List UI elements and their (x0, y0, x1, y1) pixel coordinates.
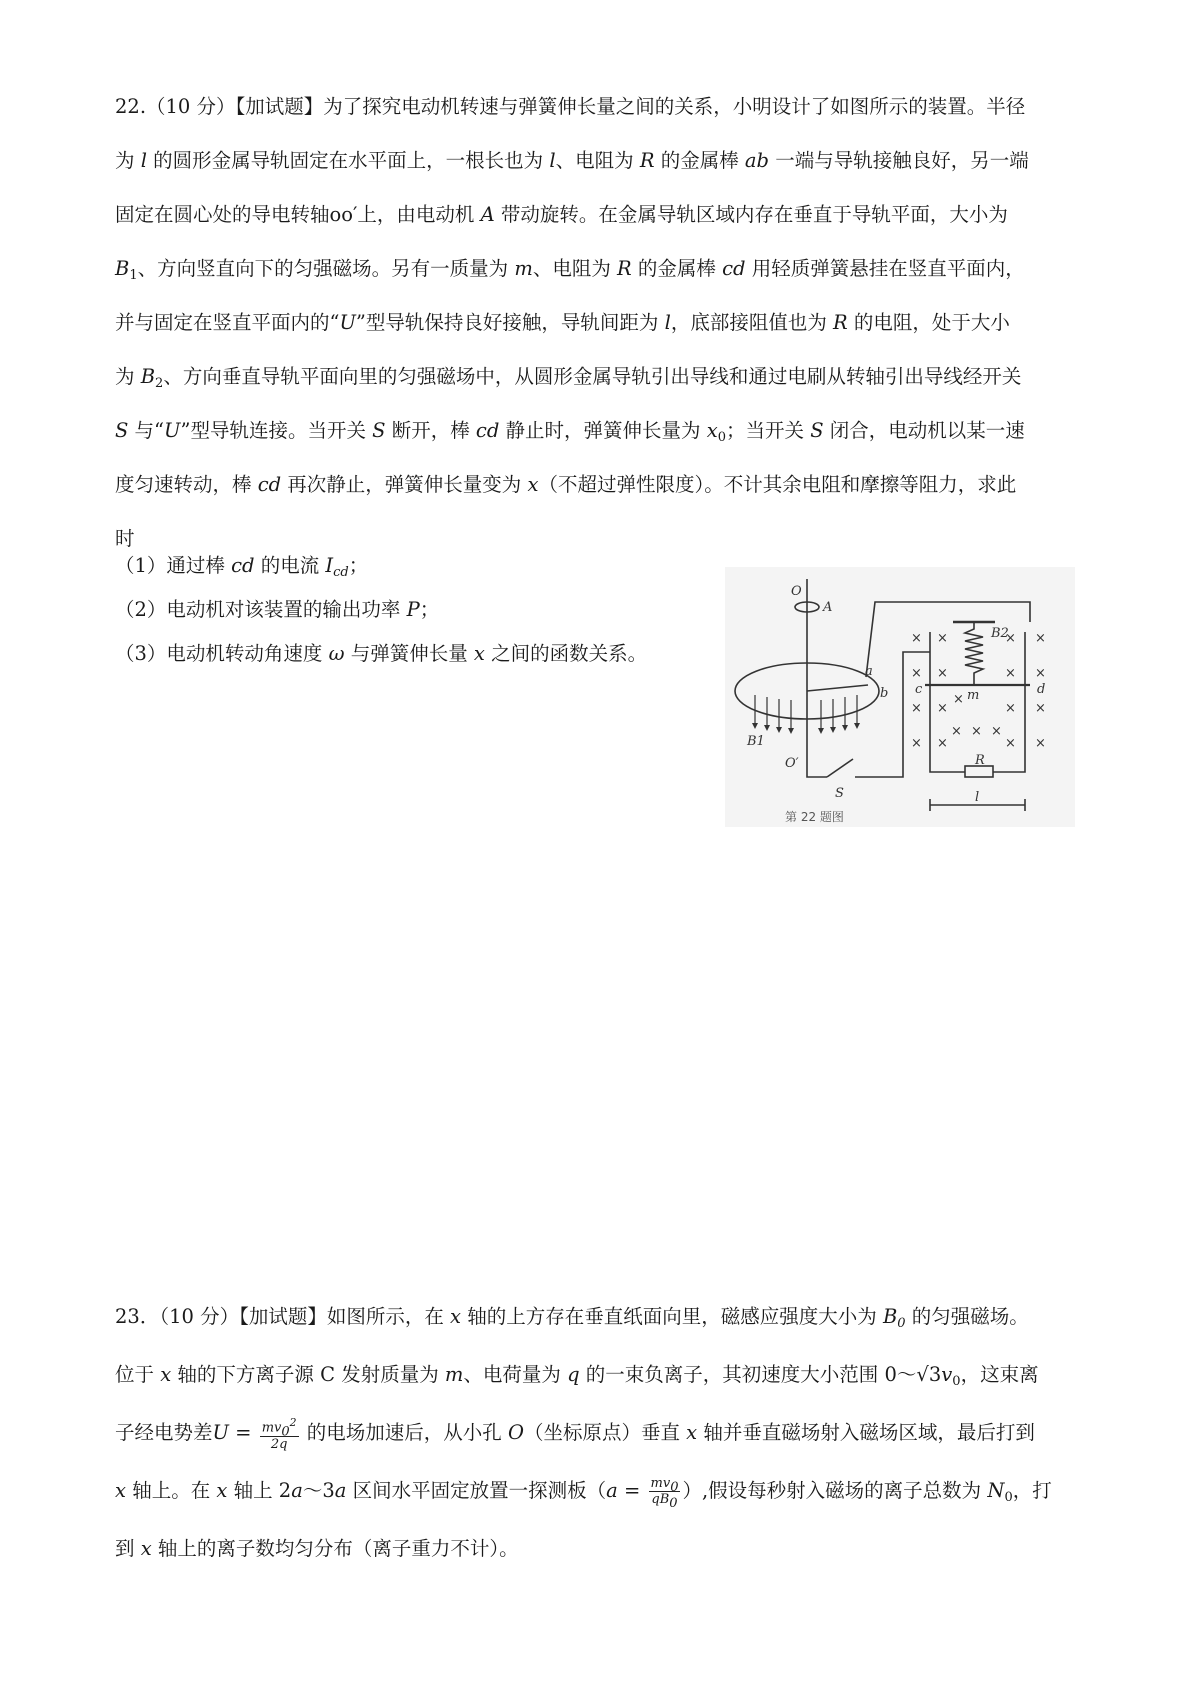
q22-sub2: （2）电动机对该装置的输出功率 P； (115, 598, 440, 621)
figure-caption: 第 22 题图 (785, 810, 844, 824)
svg-text:×: × (937, 736, 948, 751)
svg-text:×: × (1005, 631, 1016, 646)
svg-text:×: × (1005, 666, 1016, 681)
q22-sub1: （1）通过棒 cd 的电流 $I_{cd}$； (115, 554, 369, 580)
svg-text:×: × (1035, 631, 1046, 646)
rod-ab (807, 685, 868, 691)
label-r: R (975, 753, 985, 768)
q22-figure-apparatus (725, 567, 1075, 827)
svg-text:×: × (991, 724, 1002, 739)
q22-line: 22.（10 分）【加试题】为了探究电动机转速与弹簧伸长量之间的关系，小明设计了如图所示的装置。半径 (115, 95, 1026, 118)
label-o-prime: O′ (785, 756, 799, 771)
svg-text:×: × (1005, 736, 1016, 751)
q23-line: 到 x 轴上的离子数均匀分布（离子重力不计）。 (115, 1537, 519, 1560)
label-b-end: b (880, 686, 889, 701)
b1-arrowheads (752, 723, 860, 734)
svg-text:×: × (971, 724, 982, 739)
svg-text:×: × (1005, 701, 1016, 716)
q22-line: 为 $B_2$、方向垂直导轨平面向里的匀强磁场中，从圆形金属导轨引出导线和通过电刷从转轴引出导线经开关 (115, 365, 1022, 391)
spring (965, 622, 983, 685)
question-23 (115, 1288, 1090, 1578)
label-b2: B2 (991, 626, 1009, 641)
svg-text:×: × (951, 724, 962, 739)
q22-line: $B_1$、方向竖直向下的匀强磁场。另有一质量为 m、电阻为 R 的金属棒 cd 用轻质弹簧悬挂在竖直平面内， (115, 257, 1025, 283)
switch-s-blade (827, 759, 853, 777)
svg-text:×: × (911, 701, 922, 716)
label-b1: B1 (747, 734, 765, 749)
wire-axis-bottom (807, 745, 827, 777)
q22-line: S 与“U”型导轨连接。当开关 S 断开，棒 cd 静止时，弹簧伸长量为 $x_0$；当开关 S 闭合，电动机以某一速 (115, 419, 1025, 445)
q22-line: 固定在圆心处的导电转轴oo′上，由电动机 A 带动旋转。在金属导轨区域内存在垂直于导轨平面，大小为 (115, 203, 1008, 226)
q22-line: 为 l 的圆形金属导轨固定在水平面上，一根长也为 l、电阻为 R 的金属棒 ab 一端与导轨接触良好，另一端 (115, 149, 1029, 172)
svg-text:×: × (937, 631, 948, 646)
label-m: m (967, 688, 980, 703)
label-a: A (823, 600, 833, 615)
q23-line: x 轴上。在 x 轴上 2a～3a 区间水平固定放置一探测板（a = $\frac{mv_0}{qB_0}$ ）,假设每秒射入磁场的离子总数为 $N_0$，打 (115, 1476, 1052, 1511)
q23-line: 子经电势差U = $\frac{mv_0^2}{2q}$ 的电场加速后，从小孔 O（坐标原点）垂直 x 轴并垂直磁场射入磁场区域，最后打到 (115, 1416, 1035, 1452)
svg-text:×: × (937, 666, 948, 681)
q22-subquestions (115, 544, 647, 676)
svg-text:×: × (911, 736, 922, 751)
label-l: l (975, 790, 980, 805)
svg-text:×: × (1035, 666, 1046, 681)
svg-text:×: × (911, 631, 922, 646)
svg-text:×: × (953, 692, 964, 707)
label-o: O (791, 584, 802, 599)
q23-line: 23．（10 分）【加试题】如图所示，在 x 轴的上方存在垂直纸面向里，磁感应强度大小为 $B_0$ 的匀强磁场。 (115, 1305, 1029, 1331)
q22-line: 度匀速转动，棒 cd 再次静止，弹簧伸长量变为 x（不超过弹性限度）。不计其余电阻和摩擦等阻力，求此 (115, 473, 1017, 496)
q22-sub3: （3）电动机转动角速度 ω 与弹簧伸长量 x 之间的函数关系。 (115, 642, 648, 665)
svg-text:×: × (1035, 736, 1046, 751)
svg-text:×: × (1035, 701, 1046, 716)
label-a-end: a (865, 664, 873, 679)
label-s: S (835, 786, 844, 801)
q22-line: 并与固定在竖直平面内的“U”型导轨保持良好接触，导轨间距为 l，底部接阻值也为 R 的电阻，处于大小 (115, 311, 1010, 334)
label-d: d (1037, 682, 1046, 697)
label-c: c (915, 682, 923, 697)
q23-line: 位于 x 轴的下方离子源 C 发射质量为 m、电荷量为 q 的一束负离子，其初速度大小范围 $0\sim√3v_0$，这束离 (115, 1363, 1039, 1389)
svg-text:×: × (911, 666, 922, 681)
svg-text:×: × (937, 701, 948, 716)
question-22 (115, 80, 1090, 566)
q22-line: 时 (115, 527, 135, 550)
